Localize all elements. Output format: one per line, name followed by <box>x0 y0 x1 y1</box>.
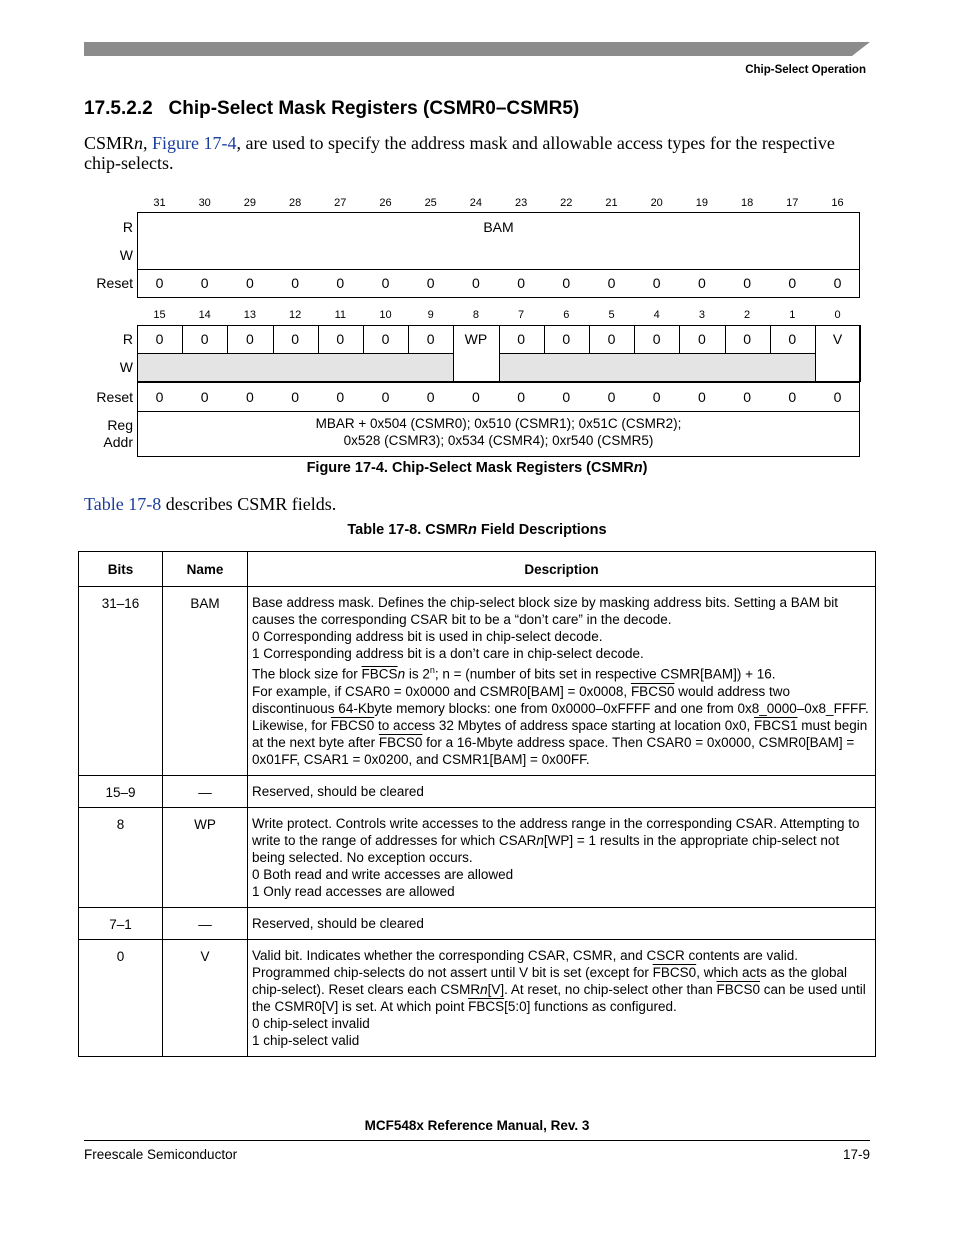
register-diagram <box>0 0 954 460</box>
reset-value: 0 <box>697 275 706 291</box>
reset-value: 0 <box>788 275 797 291</box>
bit-number: 27 <box>334 197 347 209</box>
row-label-w: W <box>119 247 133 263</box>
reset-value: 0 <box>381 275 390 291</box>
bit-number: 28 <box>288 197 302 209</box>
field-descriptions-table <box>78 551 876 1057</box>
bit-number: 19 <box>695 197 709 209</box>
cell-bits: 7–1 <box>79 907 163 939</box>
bit-number: 18 <box>740 197 754 209</box>
table-header-row <box>79 552 876 587</box>
cell-bits: 31–16 <box>79 587 163 776</box>
read-value: 0 <box>743 331 751 347</box>
read-value: 0 <box>336 331 345 347</box>
read-value: V <box>832 331 843 347</box>
reg-name: CSMR <box>84 133 135 153</box>
bit-number: 29 <box>243 197 257 209</box>
description-line: 1 Only read accesses are allowed <box>252 883 455 899</box>
section-number: 17.5.2.2 <box>84 98 153 119</box>
reset-value: 0 <box>200 275 209 291</box>
row-label-r: R <box>122 331 133 347</box>
description-line: Reserved, should be cleared <box>252 915 424 931</box>
bit-number: 17 <box>786 197 799 209</box>
reset-value: 0 <box>607 275 616 291</box>
cell-name: BAM <box>163 587 248 776</box>
read-value: 0 <box>788 331 797 347</box>
reset-value: 0 <box>155 275 164 291</box>
cell-bits: 8 <box>79 807 163 907</box>
header-name: Name <box>163 552 248 587</box>
description-line: 0 Both read and write accesses are allowed <box>252 866 514 882</box>
reset-value: 0 <box>200 389 209 405</box>
read-value: 0 <box>562 331 571 347</box>
reset-value: 0 <box>426 389 435 405</box>
reset-value: 0 <box>562 275 571 291</box>
cell-name: WP <box>163 807 248 907</box>
cell-description <box>248 939 876 1056</box>
table-link[interactable]: Table 17-8 <box>84 494 162 514</box>
reset-value: 0 <box>562 389 571 405</box>
table-ref-text: describes CSMR fields. <box>161 494 337 514</box>
reset-value: 0 <box>245 389 254 405</box>
reset-value: 0 <box>471 275 480 291</box>
reset-value: 0 <box>291 389 299 405</box>
reset-value: 0 <box>743 389 751 405</box>
read-value: 0 <box>517 331 525 347</box>
read-value: 0 <box>652 331 661 347</box>
manual-title: MCF548x Reference Manual, Rev. 3 <box>364 1118 590 1133</box>
read-value: 0 <box>155 331 164 347</box>
header-description: Description <box>248 552 876 587</box>
reset-value: 0 <box>517 389 525 405</box>
bit-number: 24 <box>469 197 483 209</box>
cell-description <box>248 587 876 776</box>
description-line: Likewise, for FBCS0 to access 32 Mbytes of address space starting at location 0x0, FBCS1 must begin at the next byte after FBCS0 for a 16-Mbyte address space. Then CSAR0 = 0x0000, CSMR0[BAM] = 0x01FF, CSAR1 = 0x0200, and CSMR1[BAM] = 0x00FF. <box>252 717 868 767</box>
bit-number: 5 <box>608 309 615 321</box>
table-row <box>79 775 876 807</box>
cell-bits: 15–9 <box>79 775 163 807</box>
figure-caption <box>0 460 954 476</box>
reset-value: 0 <box>607 389 616 405</box>
cell-description <box>248 907 876 939</box>
running-header: Chip-Select Operation <box>745 64 866 76</box>
bit-number: 26 <box>379 197 392 209</box>
reg-suffix: n <box>134 133 144 153</box>
description-line: 0 Corresponding address bit is used in chip-select decode. <box>252 629 603 644</box>
footer-rule <box>84 1140 870 1141</box>
bit-number: 2 <box>744 309 751 321</box>
description-line: The block size for FBCSn is 2$^n$; n = (number of bits set in respective CSMR[BAM]) + 16. <box>252 665 776 682</box>
caption-suffix: ) <box>642 460 648 476</box>
reset-value: 0 <box>471 389 480 405</box>
table-row <box>79 807 876 907</box>
bam-field-label: BAM <box>483 219 514 235</box>
read-value: 0 <box>291 331 299 347</box>
description-line: Write protect. Controls write accesses to the address range in the corresponding CSAR. Attempting to write to the range of addresses for which CSARn[WP] = 1 results in the appropriate chip-select not being selected. No exception occurs. <box>252 815 860 865</box>
bit-number: 6 <box>563 309 570 321</box>
row-label-w: W <box>119 359 133 375</box>
table-title-prefix: Table 17-8. CSMR <box>347 522 468 538</box>
bit-number: 12 <box>288 309 302 321</box>
reset-value: 0 <box>426 275 435 291</box>
separator: , <box>143 133 153 153</box>
bit-number: 16 <box>831 197 844 209</box>
reset-value: 0 <box>652 275 661 291</box>
lower-register-frame <box>137 325 860 383</box>
bit-number: 11 <box>334 309 346 321</box>
reset-value: 0 <box>291 275 299 291</box>
bit-number: 13 <box>243 309 257 321</box>
header-bits: Bits <box>79 552 163 587</box>
reset-value: 0 <box>336 275 345 291</box>
bit-number: 1 <box>789 309 796 321</box>
reset-value: 0 <box>833 275 842 291</box>
reset-value: 0 <box>381 389 390 405</box>
read-value: 0 <box>200 331 209 347</box>
bit-number: 8 <box>472 309 479 321</box>
read-value: WP <box>464 331 488 347</box>
read-value: 0 <box>426 331 435 347</box>
table-title-italic: n <box>468 522 477 538</box>
reset-value: 0 <box>245 275 254 291</box>
reset-value: 0 <box>517 275 525 291</box>
table-title <box>0 522 954 538</box>
bit-number: 20 <box>650 197 663 209</box>
figure-link[interactable]: Figure 17-4 <box>152 133 237 153</box>
row-label-reg: Reg <box>107 417 133 433</box>
description-line: 0 chip-select invalid <box>252 1015 370 1031</box>
bit-number: 31 <box>153 197 166 209</box>
bit-number: 22 <box>560 197 573 209</box>
bit-number: 10 <box>379 309 392 321</box>
cell-description <box>248 775 876 807</box>
description-line: Valid bit. Indicates whether the corresponding CSAR, CSMR, and CSCR contents are valid. Programmed chip-selects do not assert until V bit is set (except for FBCS0, which acts as the global chip-select). Reset clears each CSMRn[V]. At reset, no chip-select other than FBCS0 can be used until the CSMR0[V] is set. At which point FBCS[5:0] functions as configured. <box>252 947 866 1014</box>
table-title-suffix: Field Descriptions <box>476 522 607 538</box>
description-line: Base address mask. Defines the chip-select block size by masking address bits. Setting a BAM bit causes the corresponding CSAR bit to be a “don’t care” in the decode. <box>252 595 839 627</box>
caption-italic: n <box>633 460 643 476</box>
row-label-reset: Reset <box>96 275 133 291</box>
read-value: 0 <box>381 331 390 347</box>
caption-prefix: Figure 17-4. Chip-Select Mask Registers (CSMR <box>306 460 634 476</box>
table-row <box>79 587 876 776</box>
intro-text: , are used to specify the address mask and allowable access types for the respective chip-selects. <box>84 133 835 173</box>
cell-name: — <box>163 907 248 939</box>
bit-number: 14 <box>198 309 211 321</box>
bit-number: 3 <box>698 309 705 321</box>
read-value: 0 <box>607 331 616 347</box>
bit-number: 4 <box>653 309 660 321</box>
reset-value: 0 <box>743 275 751 291</box>
reset-value: 0 <box>697 389 706 405</box>
reset-value: 0 <box>788 389 797 405</box>
table-row <box>79 907 876 939</box>
bit-number: 0 <box>834 309 841 321</box>
section-heading: Chip-Select Mask Registers (CSMR0–CSMR5) <box>168 98 580 119</box>
reset-value: 0 <box>652 389 661 405</box>
table-reference <box>84 494 336 515</box>
bit-number: 25 <box>424 197 437 209</box>
bit-number: 30 <box>198 197 211 209</box>
cell-bits: 0 <box>79 939 163 1056</box>
page-number: 17-9 <box>842 1147 870 1162</box>
bit-number: 7 <box>518 309 525 321</box>
description-line: Reserved, should be cleared <box>252 783 424 799</box>
table-row <box>79 939 876 1056</box>
bit-number: 23 <box>514 197 528 209</box>
reg-addr-line: MBAR + 0x504 (CSMR0); 0x510 (CSMR1); 0x51C (CSMR2); <box>315 416 682 431</box>
read-value: 0 <box>245 331 254 347</box>
reset-value: 0 <box>336 389 345 405</box>
bit-number: 21 <box>605 197 618 209</box>
row-label-addr: Addr <box>103 434 133 450</box>
cell-description <box>248 807 876 907</box>
row-label-r: R <box>122 219 133 235</box>
reset-value: 0 <box>155 389 164 405</box>
cell-name: — <box>163 775 248 807</box>
bit-number: 15 <box>153 309 166 321</box>
read-value: 0 <box>697 331 706 347</box>
reg-addr-line: 0x528 (CSMR3); 0x534 (CSMR4); 0xr540 (CSMR5) <box>343 433 654 448</box>
company-name: Freescale Semiconductor <box>84 1147 238 1162</box>
reset-value: 0 <box>833 389 842 405</box>
description-line: 1 Corresponding address bit is a don’t care in chip-select decode. <box>252 646 644 661</box>
row-label-reset: Reset <box>96 389 133 405</box>
cell-name: V <box>163 939 248 1056</box>
description-line: 1 chip-select valid <box>252 1032 360 1048</box>
bit-number: 9 <box>427 309 434 321</box>
description-line: For example, if CSAR0 = 0x0000 and CSMR0[BAM] = 0x0008, FBCS0 would address two discontinuous 64-Kbyte memory blocks: one from 0x0000–0xFFFF and one from 0x8_0000–0x8_FFFF. <box>252 683 869 716</box>
